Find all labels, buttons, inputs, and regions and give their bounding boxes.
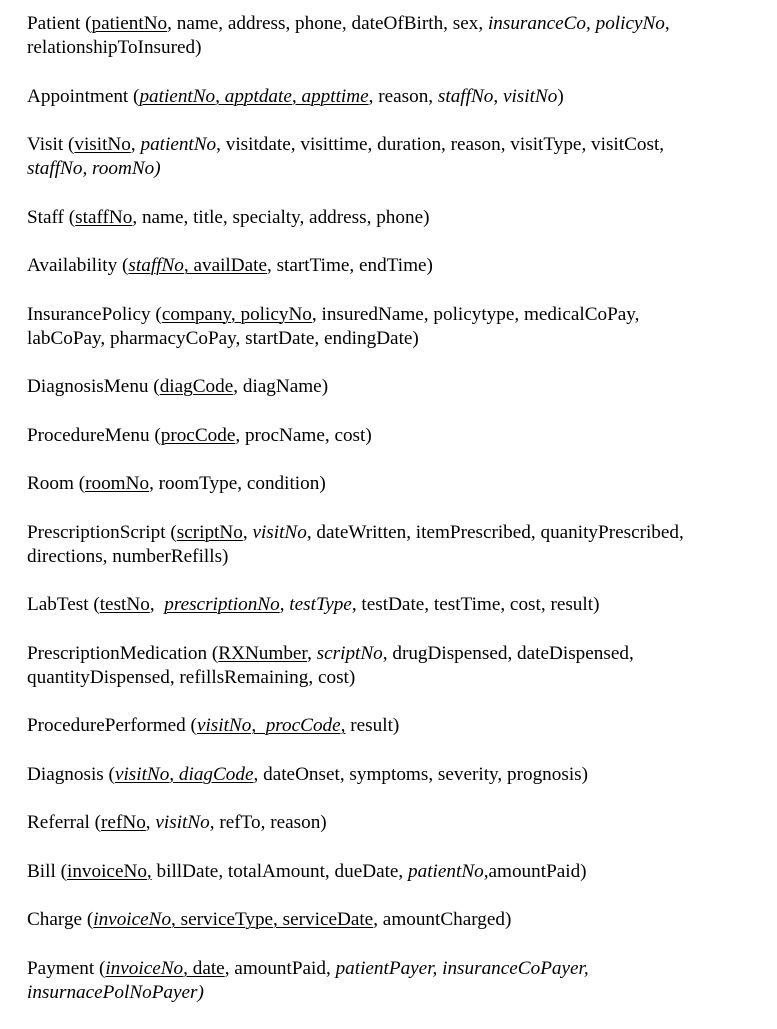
relation-bill: Bill (invoiceNo, billDate, totalAmount, dueDate, patientNo,amountPaid) [27, 860, 587, 882]
relation-appointment: Appointment (patientNo, apptdate, appttime, reason, staffNo, visitNo) [27, 85, 564, 107]
relation-prescription-medication: PrescriptionMedication (RXNumber, scriptNo, drugDispensed, dateDispensed, quantityDispensed, refillsRemaining, cost) [27, 642, 634, 688]
relation-procedure-menu: ProcedureMenu (procCode, procName, cost) [27, 424, 372, 446]
relation-patient: Patient (patientNo, name, address, phone, dateOfBirth, sex, insuranceCo, policyNo, relationshipToInsured) [27, 13, 670, 58]
relation-insurance-policy: InsurancePolicy (company, policyNo, insuredName, policytype, medicalCoPay, labCoPay, pharmacyCoPay, startDate, endingDate) [27, 303, 640, 349]
relation-staff: Staff (staffNo, name, title, specialty, address, phone) [27, 206, 430, 228]
relation-payment: Payment (invoiceNo, date, amountPaid, patientPayer, insuranceCoPayer, insurnacePolNoPayer) [27, 957, 589, 1003]
relation-diagnosis-menu: DiagnosisMenu (diagCode, diagName) [27, 376, 329, 397]
relation-charge: Charge (invoiceNo, serviceType, serviceDate, amountCharged) [27, 909, 512, 930]
relation-prescription-script: PrescriptionScript (scriptNo, visitNo, dateWritten, itemPrescribed, quanityPrescribed, directions, numberRefills) [27, 521, 684, 567]
relation-procedure-performed: ProcedurePerformed (visitNo, procCode, result) [27, 715, 400, 736]
relation-diagnosis: Diagnosis (visitNo, diagCode, dateOnset, symptoms, severity, prognosis) [27, 763, 589, 785]
relation-visit: Visit (visitNo, patientNo, visitdate, visittime, duration, reason, visitType, visitCost, staffNo, roomNo) [27, 134, 665, 179]
relation-lab-test: LabTest (testNo, prescriptionNo, testType, testDate, testTime, cost, result) [27, 594, 600, 615]
relation-availability: Availability (staffNo, availDate, startTime, endTime) [27, 255, 433, 276]
schema-document [27, 12, 762, 1029]
relation-room: Room (roomNo, roomType, condition) [27, 473, 326, 494]
relation-referral: Referral (refNo, visitNo, refTo, reason) [27, 812, 327, 833]
